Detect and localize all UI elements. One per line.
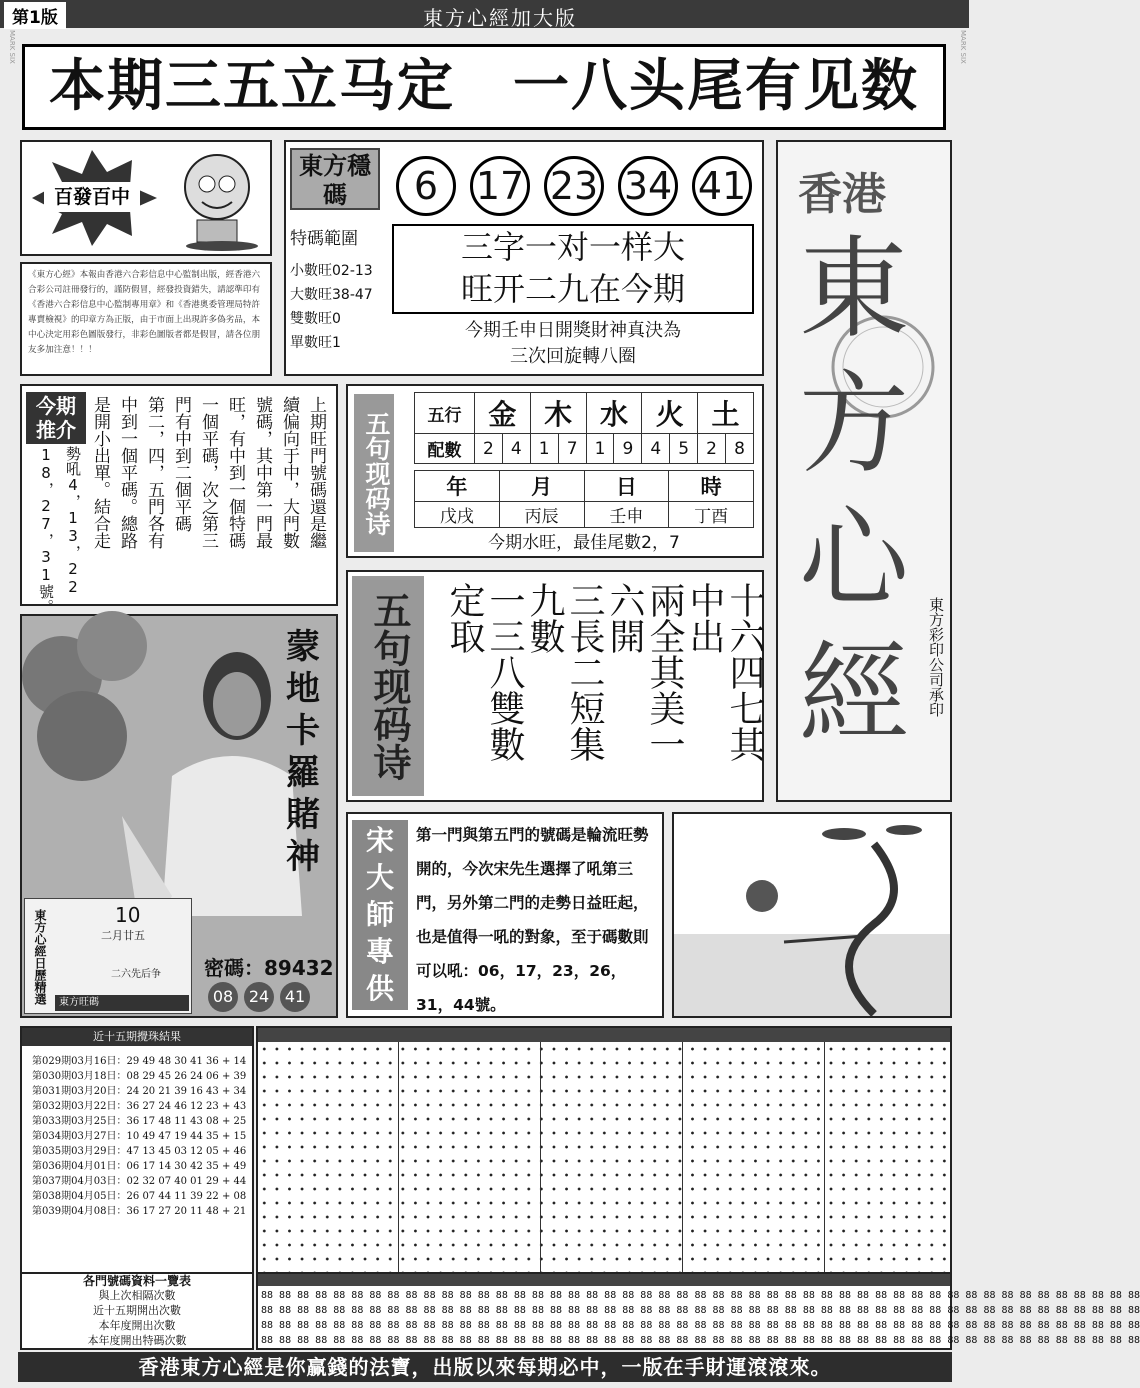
photo-ball: 24 xyxy=(244,982,274,1012)
master-label-char: 專 xyxy=(365,935,394,968)
special-range-item: 雙數旺0 xyxy=(290,311,341,327)
brand-panel xyxy=(776,140,952,802)
door-table-title: 各門號碼資料一覽表 xyxy=(82,1274,191,1288)
recommend-column: 勢吼4，13，22 xyxy=(64,446,82,596)
wuxing-table xyxy=(414,392,754,464)
pei-value: 7 xyxy=(558,434,586,464)
pei-value: 2 xyxy=(698,434,726,464)
edition-label: 第1版 xyxy=(4,2,66,29)
door-row-label: 與上次相隔次數 xyxy=(98,1289,176,1302)
results-box xyxy=(20,1026,254,1276)
poem2-line: 兩全其美一六開 xyxy=(604,582,685,762)
master-label-char: 供 xyxy=(365,972,394,1005)
footer-slogan: 香港東方心經是你赢錢的法寶，出版以來每期必中，一版在手財運滾滾來。 xyxy=(18,1352,952,1382)
pei-label: 配數 xyxy=(415,434,475,464)
special-range-title: 特碼範圍 xyxy=(290,229,358,249)
poem1-label: 五句现码诗 xyxy=(354,394,394,552)
special-number: 34 xyxy=(618,156,678,216)
results-row: 第036期04月01日：06 17 14 30 42 35 + 49 xyxy=(32,1161,247,1172)
time-header: 年 xyxy=(415,471,500,502)
recommend-column: 18，27，31號。 xyxy=(37,446,55,614)
results-row: 第032期03月22日：36 27 24 46 12 23 + 43 xyxy=(32,1101,247,1112)
calendar-footer: 東方旺碼 xyxy=(55,995,189,1011)
door-table-labels xyxy=(20,1272,254,1350)
grid-header xyxy=(258,1028,950,1042)
poem2-line: 一三八雙數定取 xyxy=(444,582,525,762)
wuxing-title: 五行 xyxy=(415,393,475,434)
master-label-char: 師 xyxy=(365,898,394,931)
grid-divider xyxy=(540,1042,541,1274)
brand-char: 經 xyxy=(799,630,909,758)
results-row: 第030期03月18日：08 29 45 26 24 06 + 39 xyxy=(32,1071,247,1082)
results-row: 第031期03月20日：24 20 21 39 16 43 + 34 xyxy=(32,1086,247,1097)
results-row: 第037期04月03日：02 32 07 40 01 29 + 44 xyxy=(32,1176,247,1187)
calendar-lunar: 二月廿五 xyxy=(101,929,145,942)
results-row: 第033期03月25日：36 17 48 11 43 08 + 25 xyxy=(32,1116,247,1127)
brand-name xyxy=(794,222,914,762)
photo-caption-char: 羅 xyxy=(286,753,320,793)
rhyme-note-line: 三次回旋轉八圈 xyxy=(510,346,636,367)
recommend-box xyxy=(20,384,338,614)
painting-box xyxy=(672,812,952,1018)
rhyme-line: 旺开二九在今期 xyxy=(460,270,685,308)
photo-caption xyxy=(276,626,330,878)
pei-value: 4 xyxy=(642,434,670,464)
special-range-item: 單數旺1 xyxy=(290,335,341,351)
time-header: 月 xyxy=(499,471,584,502)
rhyme-note xyxy=(392,318,754,370)
results-title: 近十五期攪珠結果 xyxy=(22,1028,252,1046)
results-row: 第034期03月27日：10 49 47 19 44 35 + 15 xyxy=(32,1131,247,1142)
wuxing-note: 今期水旺，最佳尾數2，7 xyxy=(488,533,680,553)
results-row: 第035期03月29日：47 13 45 03 12 05 + 46 xyxy=(32,1146,247,1157)
time-value: 丁酉 xyxy=(669,502,754,528)
brand-char: 方 xyxy=(799,360,909,488)
special-number: 23 xyxy=(544,156,604,216)
recommend-column: 中到一個平碼。總路 xyxy=(117,396,137,549)
time-value: 丙辰 xyxy=(499,502,584,528)
master-label-char: 大 xyxy=(365,861,394,894)
pei-value: 2 xyxy=(475,434,503,464)
photo-caption-char: 地 xyxy=(286,669,320,709)
special-number: 41 xyxy=(692,156,752,216)
photo-code: 密碼：89432 xyxy=(204,956,334,980)
recommend-column: 上期旺門號碼還是繼 xyxy=(306,396,326,549)
rhyme-note-line: 今期壬申日開獎財神真決為 xyxy=(465,320,681,341)
recommend-column: 一個平碼，次之第三 xyxy=(198,396,218,549)
master-label xyxy=(352,820,408,1010)
door-row-label: 本年度開出特碼次數 xyxy=(87,1334,187,1347)
time-table xyxy=(414,470,754,528)
door-values-row: 88 88 88 88 88 88 88 88 88 88 88 88 88 88 88 88 88 88 88 88 88 88 88 88 88 88 88 88 88 88 88 88 88 88 88 88 88 88 88 88 88 88 88 88 88 88 88 88 88 xyxy=(261,1290,1140,1301)
results-row: 第038期04月05日：26 07 44 11 39 22 + 08 xyxy=(32,1191,247,1202)
grid-divider xyxy=(824,1042,825,1274)
photo-caption-char: 神 xyxy=(286,837,320,877)
poem2-label: 五句现码诗 xyxy=(352,576,424,796)
master-text: 第一門與第五門的號碼是輪流旺勢開的，今次宋先生選擇了吼第三門，另外第二門的走勢日益旺起，也是值得一吼的對象，至于碼數則可以吼：06，17，23，26，31，44號。 xyxy=(416,826,649,1014)
special-range-item: 小數旺02-13 xyxy=(290,263,373,279)
special-range-item: 大數旺38-47 xyxy=(290,287,373,303)
results-list xyxy=(32,1054,246,1219)
headline: 本期三五立马定 一八头尾有见数 xyxy=(22,44,946,130)
grid-divider xyxy=(682,1042,683,1274)
pei-value: 1 xyxy=(530,434,558,464)
time-header: 時 xyxy=(669,471,754,502)
recommend-column: 號碼，其中第一門最 xyxy=(252,396,272,549)
photo-ball: 41 xyxy=(280,982,310,1012)
recommend-column: 第二，四，五門各有 xyxy=(144,396,164,549)
poem2-box xyxy=(346,570,764,802)
door-table-values xyxy=(256,1272,1140,1350)
photo-caption-char: 卡 xyxy=(286,711,320,751)
special-number: 6 xyxy=(396,156,456,216)
photo-caption-char: 蒙 xyxy=(286,627,320,667)
painting-illustration xyxy=(674,814,950,1016)
recommend-tag-line: 推介 xyxy=(36,418,76,442)
badge-label: 百發百中 xyxy=(44,182,140,212)
poem2-line: 三長二短集九數 xyxy=(524,582,605,762)
recommend-tag-line: 今期 xyxy=(36,394,76,418)
calendar-side: 東方心經日歷精選 xyxy=(33,909,47,1005)
calendar-day: 10 xyxy=(115,903,141,927)
top-bar xyxy=(0,0,969,28)
rhyme-big xyxy=(392,224,754,314)
recommend-column: 是開小出單。結合走 xyxy=(90,396,110,549)
recommend-columns xyxy=(33,396,328,614)
brand-char: 東 xyxy=(799,225,909,353)
poem2-line: 十六四七其中出 xyxy=(684,582,765,762)
printer-credit: 東方彩印公司承印 xyxy=(927,597,945,717)
recommend-column: 續偏向于中，大門數 xyxy=(279,396,299,549)
poem2-lines xyxy=(444,582,765,792)
special-range xyxy=(290,224,386,355)
recommend-column: 門有中到二個平碼 xyxy=(171,396,191,532)
page-title: 東方心經加大版 xyxy=(423,6,577,30)
time-value: 壬申 xyxy=(584,502,669,528)
door-values-row: 88 88 88 88 88 88 88 88 88 88 88 88 88 88 88 88 88 88 88 88 88 88 88 88 88 88 88 88 88 88 88 88 88 88 88 88 88 88 88 88 88 88 88 88 88 88 88 88 88 xyxy=(261,1305,1140,1316)
calendar-note: 二六先后争 xyxy=(111,969,161,980)
pei-value: 5 xyxy=(670,434,698,464)
intro-text: 《東方心經》本報由香港六合彩信息中心監制出版，經香港六合彩公司註冊發行的，謹防假冒，經發投資錯失，請認準印有《香港六合彩信息中心監制專用章》和《香港奧委管理局特許專賣檢視》的印章方為正版，由于市面上出現許多偽劣品，本中心決定用彩色圖版發行，非彩色圖版者都是假冒，請各位朋友多加注意！！！ xyxy=(20,262,272,376)
photo-caption-char: 賭 xyxy=(286,795,320,835)
results-row: 第039期04月08日：36 17 27 20 11 48 + 21 xyxy=(32,1206,247,1217)
time-value: 戊戌 xyxy=(415,502,500,528)
wuxing-element: 木 xyxy=(530,393,586,434)
door-values-row: 88 88 88 88 88 88 88 88 88 88 88 88 88 88 88 88 88 88 88 88 88 88 88 88 88 88 88 88 88 88 88 88 88 88 88 88 88 88 88 88 88 88 88 88 88 88 88 88 88 xyxy=(261,1335,1140,1346)
master-box xyxy=(346,812,664,1018)
pei-value: 9 xyxy=(614,434,642,464)
pei-value: 8 xyxy=(726,434,754,464)
brand-char: 心 xyxy=(799,495,909,623)
watermark-right: MARK SIX xyxy=(959,30,967,64)
pei-value: 4 xyxy=(502,434,530,464)
mascot-box xyxy=(20,140,272,256)
pei-value: 1 xyxy=(586,434,614,464)
recommend-column: 旺，有中到一個特碼 xyxy=(225,396,245,549)
grid-divider xyxy=(398,1042,399,1274)
watermark-left: MARK SIX xyxy=(8,30,16,64)
photo-ball: 08 xyxy=(208,982,238,1012)
door-values-row: 88 88 88 88 88 88 88 88 88 88 88 88 88 88 88 88 88 88 88 88 88 88 88 88 88 88 88 88 88 88 88 88 88 88 88 88 88 88 88 88 88 88 88 88 88 88 88 88 88 xyxy=(261,1320,1140,1331)
calendar-box xyxy=(24,898,192,1014)
number-grid xyxy=(256,1026,952,1276)
results-row: 第029期03月16日：29 49 48 30 41 36 + 14 xyxy=(32,1056,247,1067)
wuxing-element: 土 xyxy=(698,393,754,434)
special-code-label: 東方穩碼 xyxy=(290,148,380,210)
wuxing-element: 火 xyxy=(642,393,698,434)
door-row-label: 近十五期開出次數 xyxy=(93,1304,181,1317)
special-number: 17 xyxy=(470,156,530,216)
rhyme-line: 三字一对一样大 xyxy=(460,228,685,266)
brand-region: 香港 xyxy=(798,169,886,220)
photo-balls xyxy=(208,982,310,1012)
wuxing-element: 水 xyxy=(586,393,642,434)
door-table-header xyxy=(258,1274,950,1286)
master-label-char: 宋 xyxy=(365,824,394,857)
time-header: 日 xyxy=(584,471,669,502)
wuxing-element: 金 xyxy=(475,393,531,434)
door-row-label: 本年度開出次數 xyxy=(98,1319,176,1332)
